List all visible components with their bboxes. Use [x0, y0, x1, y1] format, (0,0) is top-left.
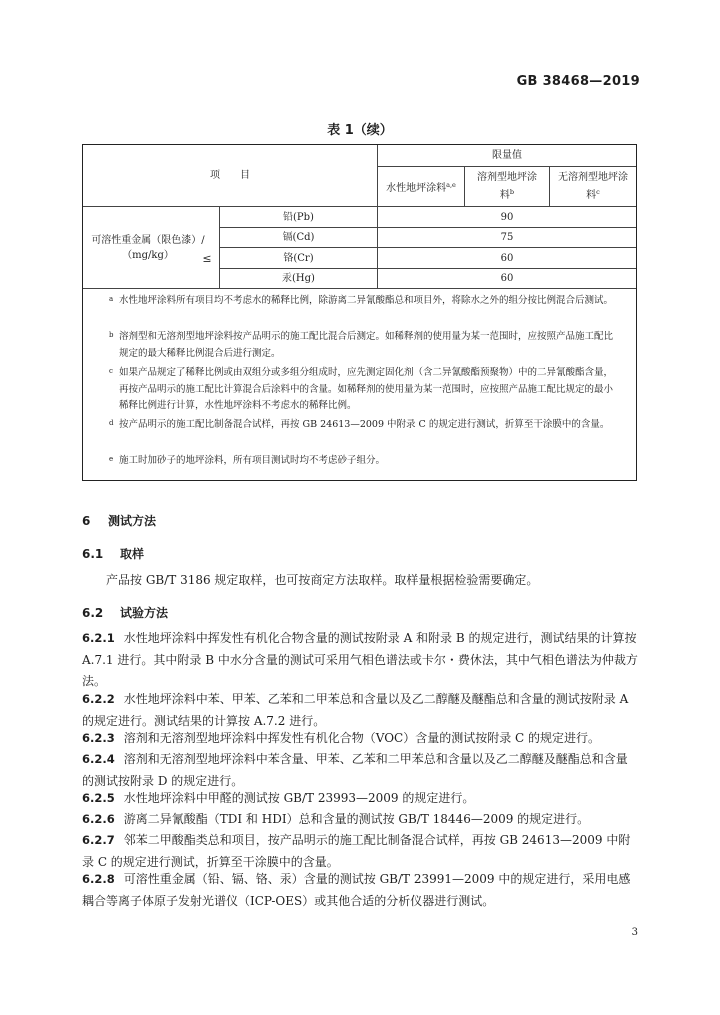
- clause-6-2-6: 6.2.6 游离二异氰酸酯（TDI 和 HDI）总和含量的测试按 GB/T 18446—2009 的规定进行。: [82, 812, 590, 826]
- section-6-heading: 6 测试方法: [82, 514, 157, 528]
- col-header-item: 项 目: [210, 170, 250, 181]
- footnote-a: a 水性地坪涂料所有项目均不考虑水的稀释比例，除游离二异氰酸酯总和项目外，将除水之外的组分按比例混合后测试。: [109, 295, 614, 306]
- table-title: 表 1（续）: [327, 123, 393, 138]
- clause-6-2-3: 6.2.3 溶剂和无溶剂型地坪涂料中挥发性有机化合物（VOC）含量的测试按附录 C 的规定进行。: [82, 731, 601, 745]
- page-number: 3: [631, 927, 638, 938]
- clause-6-2-4: 6.2.4 溶剂和无溶剂型地坪涂料中苯含量、甲苯、乙苯和二甲苯总和含量以及乙二醇醚及醚酯总和含量的测试按附录 D 的规定进行。: [82, 752, 628, 788]
- footnote-c: c 如果产品规定了稀释比例或由双组分或多组分组成时，应先测定固化剂（含二异氰酸酯预聚物）中的二异氰酸酯含量，再按产品明示的施工配比计算混合后涂料中的含量。如稀释剂的使用量为某一范围时，应按照产品施工配比规定的最小稀释比例进行计算，水性地坪涂料不考虑水的稀释比例。: [109, 367, 614, 411]
- row-name-hg: 汞(Hg): [282, 273, 315, 284]
- footnote-e: e 施工时加砂子的地坪涂料，所有项目测试时均不考虑砂子组分。: [109, 455, 386, 466]
- row-value-cr: 60: [500, 252, 514, 264]
- row-value-pb: 90: [500, 211, 514, 223]
- section-6-1-heading: 6.1 取样: [82, 547, 145, 561]
- row-name-pb: 铅(Pb): [283, 211, 314, 223]
- row-name-cd: 镉(Cd): [282, 232, 315, 243]
- clause-6-2-5: 6.2.5 水性地坪涂料中甲醛的测试按 GB/T 23993—2009 的规定进行。: [82, 791, 475, 805]
- clause-6-2-1: 6.2.1 水性地坪涂料中挥发性有机化合物含量的测试按附录 A 和附录 B 的规定进行，测试结果的计算按 A.7.1 进行。其中附录 B 中水分含量的测试可采用气相色谱法或卡尔・费休法，其中气相色谱法为仲裁方法。: [82, 631, 638, 688]
- clause-6-2-2: 6.2.2 水性地坪涂料中苯、甲苯、乙苯和二甲苯总和含量以及乙二醇醚及醚酯总和含量的测试按附录 A 的规定进行。测试结果的计算按 A.7.2 进行。: [82, 692, 629, 728]
- footnote-b: b 溶剂型和无溶剂型地坪涂料按产品明示的施工配比混合后测定。如稀释剂的使用量为某一范围时，应按照产品施工配比规定的最大稀释比例混合后进行测定。: [109, 331, 614, 359]
- row-value-hg: 60: [500, 273, 514, 284]
- section-6-2-heading: 6.2 试验方法: [82, 606, 169, 620]
- sub-col-water: 水性地坪涂料$^{a,e}$: [386, 180, 456, 194]
- clause-6-2-8: 6.2.8 可溶性重金属（铅、镉、铬、汞）含量的测试按 GB/T 23991—2009 中的规定进行，采用电感耦合等离子体原子发射光谱仪（ICP-OES）或其他合适的分析仪器进行测试。: [82, 872, 631, 908]
- section-6-1-text: 产品按 GB/T 3186 规定取样，也可按商定方法取样。取样量根据检验需要确定。: [106, 573, 539, 587]
- row-name-cr: 铬(Cr): [283, 252, 314, 264]
- sub-col-solventless: 无溶剂型地坪涂料$^c$: [558, 172, 628, 201]
- row-value-cd: 75: [500, 232, 514, 243]
- footnote-d: d 按产品明示的施工配比制备混合试样，再按 GB 24613—2009 中附录 C 的规定进行测试，折算至干涂膜中的含量。: [109, 419, 610, 430]
- group-operator: ≤: [202, 251, 212, 265]
- col-header-limit: 限量值: [492, 150, 522, 161]
- standard-code: GB 38468—2019: [516, 74, 640, 89]
- clause-6-2-7: 6.2.7 邻苯二甲酸酯类总和项目，按产品明示的施工配比制备混合试样，再按 GB 24613—2009 中附录 C 的规定进行测试，折算至干涂膜中的含量。: [82, 833, 631, 869]
- group-heavy-metals: 可溶性重金属（限色漆）/（mg/kg）: [91, 234, 205, 261]
- limits-table: [82, 144, 637, 481]
- sub-col-solvent: 溶剂型地坪涂料$^b$: [477, 172, 537, 201]
